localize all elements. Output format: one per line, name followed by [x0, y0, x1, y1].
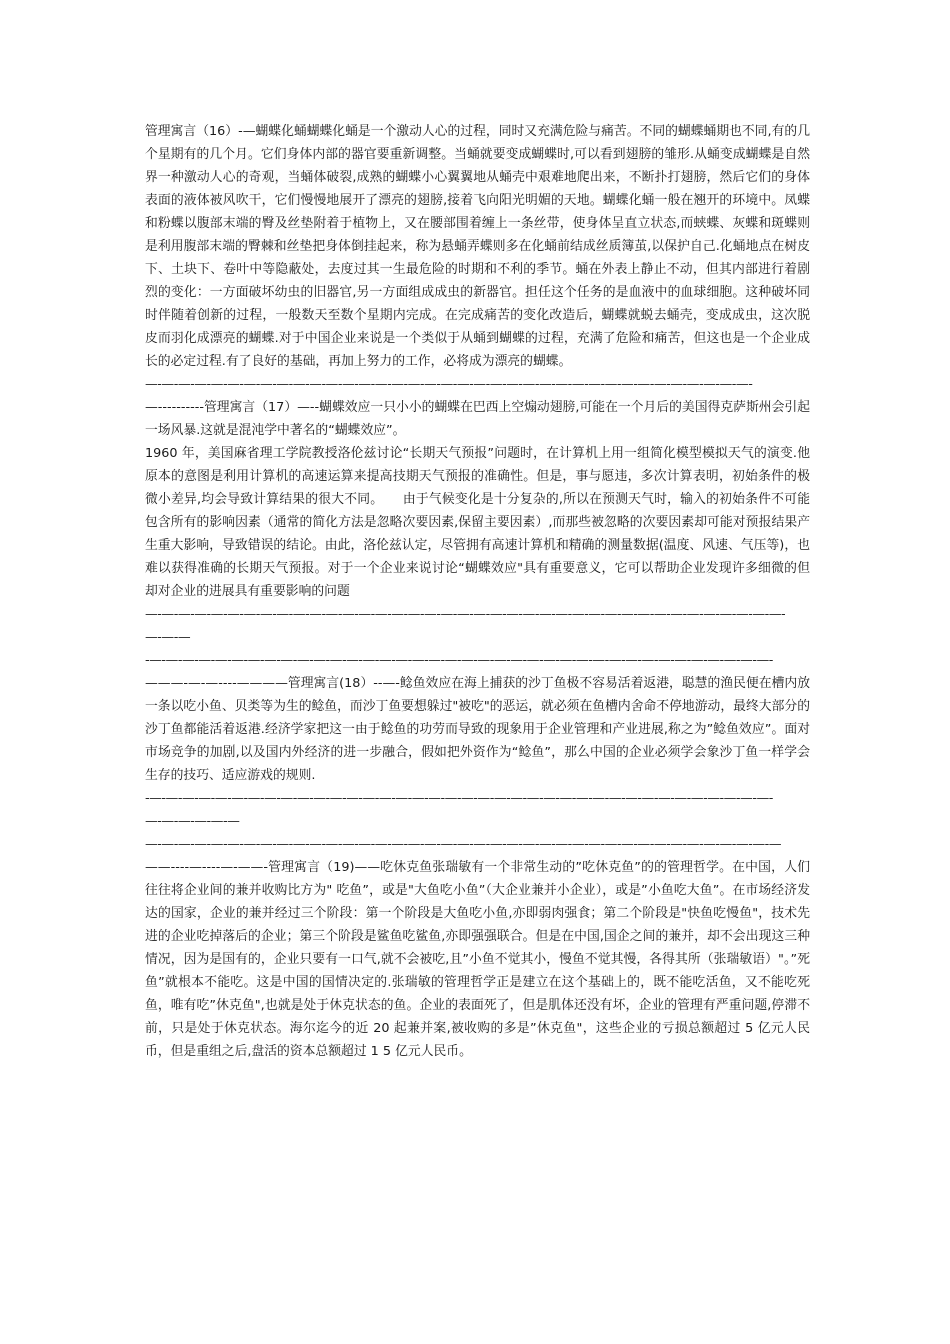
- document-page: [145, 120, 810, 1063]
- separator-line: -—-—-—-—-—-—-—-—-—-—-—-—-—-—-—-—-—-—-—-—-—-—-—-—-—-—-—-—-—-—-—-—-—-—-—-—-—-—-: [145, 791, 773, 806]
- paragraph-fable-17-body: 1960 年，美国麻省理工学院教授洛伦兹讨论“长期天气预报”问题时，在计算机上用一组简化模型模拟天气的演变.他原本的意图是利用计算机的高速运算来提高技期天气预报的准确性。但是，事与愿违，多次计算表明，初始条件的极微小差异,均会导致计算结果的很大不同。 由于气候变化是十分复杂的,所以在预测天气时，输入的初始条件不可能包含所有的影响因素（通常的简化方法是忽略次要因素,保留主要因素）,而那些被忽略的次要因素却可能对预报结果产生重大影响，导致错误的结论。由此，洛伦兹认定，尽管拥有高速计算机和精确的测量数据(温度、风速、气压等)，也难以获得准确的长期天气预报。对于一个企业来说讨论“蝴蝶效应"具有重要意义，它可以帮助企业发现许多细微的但却对企业的进展具有重要影响的问题: [145, 446, 810, 599]
- separator-line: —-—-—-—-—-—: [145, 814, 240, 829]
- paragraph-fable-16: 管理寓言（16）-—蝴蝶化蛹蝴蝶化蛹是一个激动人心的过程，同时又充满危险与痛苦。不同的蝴蝶蛹期也不同,有的几个星期有的几个月。它们身体内部的器官要重新调整。当蛹就要变成蝴蝶时,可以看到翅膀的雏形.从蛹变成蝴蝶是自然界一种激动人心的奇观，当蛹体破裂,成熟的蝴蝶小心翼翼地从蛹壳中艰难地爬出来，不断扑打翅膀，然后它们的身体表面的液体被风吹干，它们慢慢地展开了漂亮的翅膀,接着飞向阳光明媚的天地。蝴蝶化蛹一般在翘开的环境中。凤蝶和粉蝶以腹部末端的臀及丝垫附着于植物上，又在腰部围着缠上一条丝带，使身体呈直立状态,而蛱蝶、灰蝶和斑蝶则是利用腹部末端的臀棘和丝垫把身体倒挂起来，称为悬蛹弄蝶则多在化蛹前结成丝质簿茧,以保护自己.化蛹地点在树皮下、土块下、卷叶中等隐蔽处，去度过其一生最危险的时期和不利的季节。蛹在外表上静止不动，但其内部进行着剧烈的变化：一方面破坏幼虫的旧器官,另一方面组成成虫的新器官。担任这个任务的是血液中的血球细胞。这种破坏同时伴随着创新的过程，一般数天至数个星期内完成。在完成痛苦的变化改造后，蝴蝶就蜕去蛹壳，变成成虫，这次脱皮而羽化成漂亮的蝴蝶.对于中国企业来说是一个类似于从蛹到蝴蝶的过程，充满了危险和痛苦，但这也是一个企业成长的必定过程.有了良好的基础，再加上努力的工作，必将成为漂亮的蝴蝶。: [145, 124, 810, 369]
- separator-line: -—-—-—-—-—-—-—-—-—-—-—-—-—-—-—-—-—-—-—-—-—-—-—-—-—-—-—-—-—-—-—-—-—-—-—-—-—-—-: [145, 653, 773, 668]
- paragraph-fable-19: ——----—----—-——-管理寓言（19)——吃休克鱼张瑞敏有一个非常生动的”吃休克鱼”的的管理哲学。在中国，人们往往将企业间的兼并收购比方为" 吃鱼”，或是"大鱼吃小鱼”（大企业兼并小企业），或是”小鱼吃大鱼”。在市场经济发达的国家，企业的兼并经过三个阶段：第一个阶段是大鱼吃小鱼,亦即弱肉强食；第二个阶段是"快鱼吃慢鱼"，技术先进的企业吃掉落后的企业；第三个阶段是鲨鱼吃鲨鱼,亦即强强联合。但是在中国,国企之间的兼并，却不会出现这三种情况，因为是国有的，企业只要有一口气,就不会被吃,且”小鱼不觉其小，慢鱼不觉其慢，各得其所（张瑞敏语）"。”死鱼”就根本不能吃。这是中国的国情决定的.张瑞敏的管理哲学正是建立在这个基础上的，既不能吃活鱼，又不能吃死鱼，唯有吃”休克鱼",也就是处于休克状态的鱼。企业的表面死了，但是肌体还没有坏，企业的管理有严重问题,停滞不前，只是处于休克状态。海尔迄今的近 20 起兼并案,被收购的多是”休克鱼"，这些企业的亏损总额超过 5 亿元人民币，但是重组之后,盘活的资本总额超过 1 5 亿元人民币。: [145, 860, 810, 1059]
- separator-line: —-—-—-—-—-—-—-—-—-—-—-—-—-—-—-—-—-—-—-—-—-—-—-—-—-—-—-—-—-—-—-—-—-—-—-—-—-—-—-: [145, 607, 786, 622]
- separator-line: —-—-—: [145, 630, 191, 645]
- separator-line: —-—-—-—-—-—-—-—-—-—-—-—-—-—-—-—-—-—-—-—-—-—-—-—-—-—-—-—-—-—-—-—-—-—-—-—-—-: [145, 377, 753, 392]
- paragraph-fable-17-intro: —----------管理寓言（17）—--蝴蝶效应一只小小的蝴蝶在巴西上空煽动翅膀,可能在一个月后的美国得克萨斯州会引起一场风暴.这就是混沌学中著名的“蝴蝶效应”。: [145, 400, 810, 438]
- separator-line: —-—-—-—-—-—-—-—-—-—-—-—-—-—-—-—-—-—-—-—-—-—-—-—-—-—-—-—-—-—-—-—-—-—-—-—-—-—-—: [145, 837, 782, 852]
- paragraph-fable-18: ———-—-—----————管理寓言(18）--—-鲶鱼效应在海上捕获的沙丁鱼极不容易活着返港，聪慧的渔民便在槽内放一条以吃小鱼、贝类等为生的鲶鱼，而沙丁鱼要想躲过"被吃"的恶运，就必须在鱼槽内舍命不停地游动，最终大部分的沙丁鱼都能活着返港.经济学家把这一由于鲶鱼的功劳而导致的现象用于企业管理和产业进展,称之为”鲶鱼效应”。面对市场竞争的加剧,以及国内外经济的进一步融合，假如把外资作为“鲶鱼”，那么中国的企业必须学会象沙丁鱼一样学会生存的技巧、适应游戏的规则.: [145, 676, 810, 783]
